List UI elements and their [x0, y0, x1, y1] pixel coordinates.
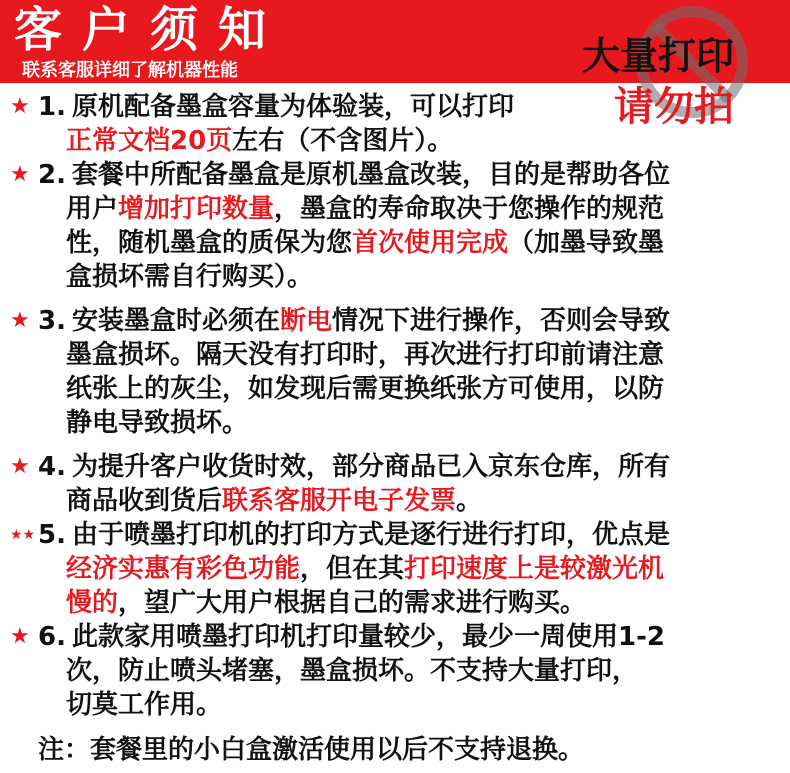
item-line — [72, 304, 784, 338]
stamp-text-do-not-buy: 请勿拍 — [614, 84, 734, 130]
item-text: ，墨盒的寿命取决于您操作的规范 — [274, 194, 665, 224]
item-line — [66, 124, 778, 158]
highlight-text: 增加打印数量 — [118, 194, 275, 224]
item-text: 用户 — [66, 194, 119, 224]
star-icon: ★ — [10, 454, 30, 479]
star-icon: ★ — [10, 308, 30, 333]
notice-item — [8, 158, 786, 294]
item-line — [72, 518, 784, 552]
item-text: 商品收到货后 — [66, 486, 223, 516]
item-line — [66, 552, 778, 586]
item-text: （加墨导致墨 — [508, 228, 665, 258]
highlight-text: 首次使用完成 — [352, 228, 509, 258]
item-line — [72, 450, 784, 484]
item-line — [66, 586, 778, 620]
item-text: 盒损坏需自行购买）。 — [66, 262, 314, 292]
item-number: 4. — [38, 452, 66, 482]
page-title: 客户须知 — [14, 2, 287, 58]
item-text: 纸张上的灰尘，如发现后需更换纸张方可使用，以防 — [66, 374, 665, 404]
item-text: 原机配备墨盒容量为体验装，可以打印 — [72, 92, 515, 122]
item-line — [72, 620, 784, 654]
item-line — [66, 654, 778, 688]
item-line — [66, 484, 778, 518]
item-number: 3. — [38, 306, 66, 336]
item-line — [66, 338, 778, 372]
item-number: 6. — [38, 622, 66, 652]
item-number: 1. — [38, 92, 66, 122]
item-text: 切莫工作用。 — [66, 690, 223, 720]
item-number: 5. — [38, 520, 66, 550]
item-line — [66, 226, 778, 260]
item-text: 性，随机墨盒的质保为您 — [66, 228, 353, 258]
highlight-text: 慢的 — [66, 588, 119, 618]
item-text: 由于喷墨打印机的打印方式是逐行进行打印，优点是 — [72, 520, 671, 550]
item-text: ，望广大用户根据自己的需求进行购买。 — [118, 588, 587, 618]
item-text: 左右（不含图片）。 — [232, 126, 454, 156]
item-text: 墨盒损坏。隔天没有打印时，再次进行打印前请注意 — [66, 340, 665, 370]
highlight-text: 断电 — [280, 306, 333, 336]
item-text: 此款家用喷墨打印机打印量较少，最少一周使用1-2 — [72, 622, 665, 652]
highlight-text: 正常文档20页 — [66, 126, 233, 156]
item-line — [66, 260, 778, 294]
item-line — [66, 688, 778, 722]
footnote: 注：套餐里的小白盒激活使用以后不支持退换。 — [38, 735, 585, 765]
item-text: 套餐中所配备墨盒是原机墨盒改装，目的是帮助各位 — [72, 160, 671, 190]
page-subtitle: 联系客服详细了解机器性能 — [22, 60, 238, 81]
notice-item — [8, 90, 786, 158]
notice-item — [8, 518, 786, 620]
item-line — [72, 90, 784, 124]
star-icon: ★ — [10, 624, 30, 649]
item-text: 静电导致损坏。 — [66, 408, 249, 438]
star-icon: ★ — [10, 94, 30, 119]
item-number: 2. — [38, 160, 66, 190]
highlight-text: 打印速度上是较激光机 — [404, 554, 665, 584]
item-line — [66, 372, 778, 406]
highlight-text: 经济实惠有彩色功能 — [66, 554, 301, 584]
stamp-text-bulk-print: 大量打印 — [582, 34, 735, 78]
item-text: 为提升客户收货时效，部分商品已入京东仓库，所有 — [72, 452, 671, 482]
item-line — [66, 406, 778, 440]
item-line — [66, 192, 778, 226]
item-text: ，但在其 — [300, 554, 405, 584]
highlight-text: 联系客服开电子发票 — [222, 486, 457, 516]
item-line — [72, 158, 784, 192]
item-text: 情况下进行操作，否则会导致 — [332, 306, 671, 336]
notice-item — [8, 620, 786, 722]
star-icon: ★★ — [10, 527, 36, 543]
item-text: 。 — [456, 486, 483, 516]
star-icon: ★ — [10, 162, 30, 187]
item-text: 安装墨盒时必须在 — [72, 306, 281, 336]
notice-item — [8, 450, 786, 518]
notice-item — [8, 304, 786, 440]
item-text: 次，防止喷头堵塞，墨盒损坏。不支持大量打印， — [66, 656, 639, 686]
